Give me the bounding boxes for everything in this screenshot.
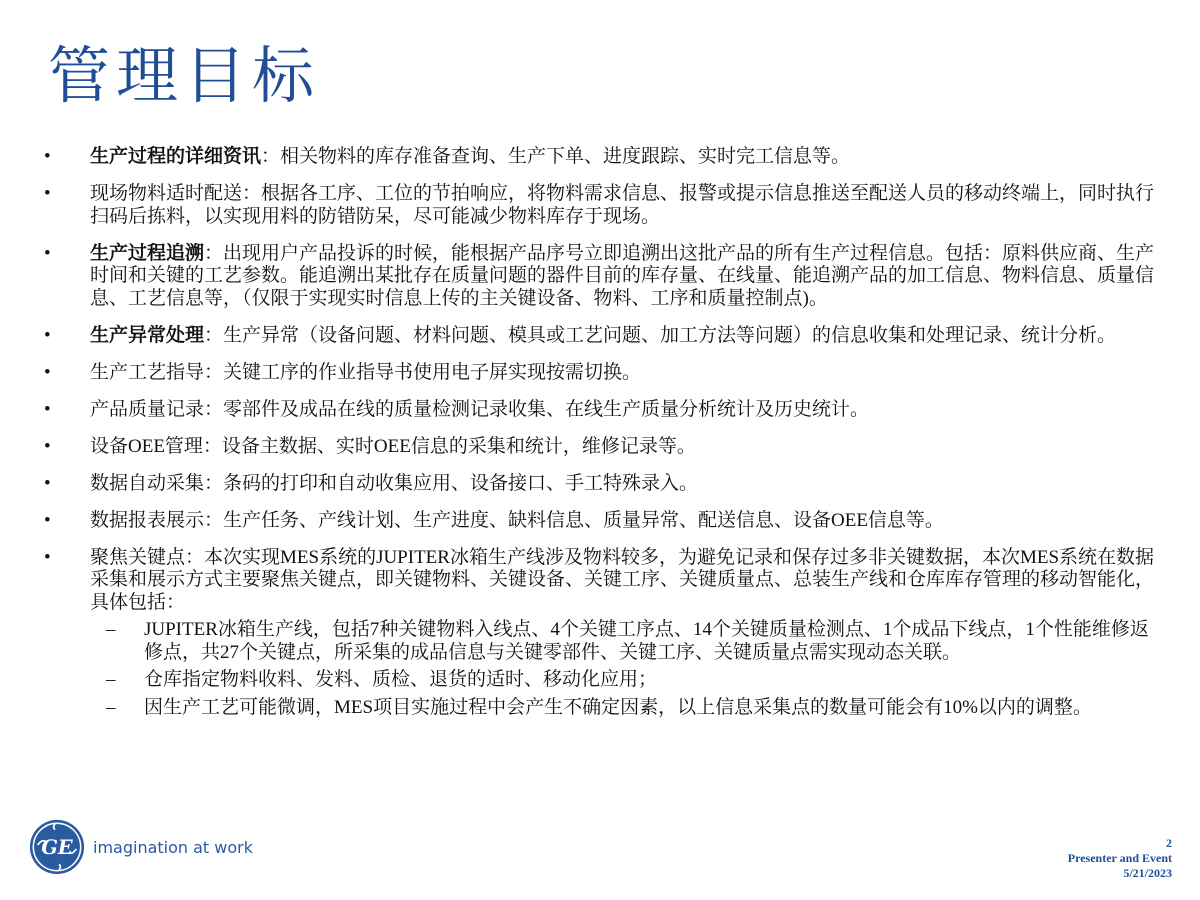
bullet-icon: • [44, 398, 51, 420]
bullet-text: 设备OEE管理：设备主数据、实时OEE信息的采集和统计，维修记录等。 [90, 435, 696, 457]
bullet-icon: • [44, 183, 51, 204]
presenter-event: Presenter and Event [1067, 851, 1172, 865]
bullet-icon: • [44, 242, 51, 264]
tagline: imagination at work [93, 838, 253, 857]
dash-icon: – [106, 619, 116, 640]
bullet-icon: • [44, 509, 51, 531]
bullet-text: 数据报表展示：生产任务、产线计划、生产进度、缺料信息、质量异常、配送信息、设备OEE信息等。 [90, 509, 944, 531]
dash-icon: – [106, 696, 116, 718]
sub-bullet-text: 仓库指定物料收料、发料、质检、退货的适时、移动化应用； [144, 669, 658, 690]
bullet-text: ：相关物料的库存准备查询、生产下单、进度跟踪、实时完工信息等。 [261, 146, 851, 167]
bullet-list [44, 146, 1156, 719]
bullet-text: 现场物料适时配送：根据各工序、工位的节拍响应，将物料需求信息、报警或提示信息推送至配送人员的移动终端上，同时执行扫码后拣料，以实现用料的防错防呆，尽可能减少物料库存于现场。 [90, 183, 1155, 227]
ge-monogram-logo-icon [28, 818, 86, 876]
bullet-icon: • [44, 435, 51, 457]
bullet-item [44, 325, 1156, 348]
bullet-lead: 生产过程的详细资讯 [90, 146, 262, 167]
bullet-text: 聚焦关键点：本次实现MES系统的JUPITER冰箱生产线涉及物料较多，为避免记录和保存过多非关键数据，本次MES系统在数据采集和展示方式主要聚焦关键点，即关键物料、关键设备、关键工序、关键质量点、总装生产线和仓库库存管理的移动智能化，具体包括： [90, 546, 1155, 613]
sub-bullet-text: JUPITER冰箱生产线，包括7种关键物料入线点、4个关键工序点、14个关键质量检测点、1个成品下线点，1个性能维修返修点，共27个关键点，所采集的成品信息与关键零部件、关键工序、关键质量点需实现动态关联。 [144, 619, 1149, 663]
bullet-item [44, 510, 1156, 533]
bullet-text: 产品质量记录：零部件及成品在线的质量检测记录收集、在线生产质量分析统计及历史统计。 [90, 398, 870, 420]
bullet-lead: 生产过程追溯 [90, 242, 205, 264]
bullet-item [44, 146, 1156, 169]
bullet-item [44, 436, 1156, 459]
bullet-icon: • [44, 546, 51, 568]
bullet-text: 生产工艺指导：关键工序的作业指导书使用电子屏实现按需切换。 [90, 361, 642, 383]
sub-bullet-item [90, 697, 1156, 720]
bullet-icon: • [44, 472, 51, 494]
bullet-item [44, 183, 1156, 228]
dash-icon: – [106, 669, 116, 690]
sub-bullet-text: 因生产工艺可能微调，MES项目实施过程中会产生不确定因素，以上信息采集点的数量可能会有10%以内的调整。 [144, 696, 1092, 718]
bullet-icon: • [44, 361, 51, 383]
bullet-icon: • [44, 146, 51, 167]
slide-body [44, 146, 1156, 734]
bullet-item [44, 399, 1156, 422]
bullet-icon: • [44, 324, 51, 346]
bullet-item [44, 243, 1156, 311]
slide-date: 5/21/2023 [1123, 866, 1172, 880]
bullet-text: 数据自动采集：条码的打印和自动收集应用、设备接口、手工特殊录入。 [90, 472, 699, 494]
bullet-item [44, 362, 1156, 385]
bullet-text: ：生产异常（设备问题、材料问题、模具或工艺问题、加工方法等问题）的信息收集和处理记录、统计分析。 [204, 324, 1117, 346]
bullet-lead: 生产异常处理 [90, 324, 205, 346]
bullet-item [44, 547, 1156, 720]
page-number: 2 [1166, 836, 1172, 850]
sub-bullet-item [90, 619, 1156, 664]
bullet-item [44, 473, 1156, 496]
slide-title: 管理目标 [48, 39, 321, 112]
sub-bullet-list [90, 619, 1156, 719]
bullet-text: ：出现用户产品投诉的时候，能根据产品序号立即追溯出这批产品的所有生产过程信息。包括：原料供应商、生产时间和关键的工艺参数。能追溯出某批存在质量问题的器件目前的库存量、在线量、能追溯产品的加工信息、物料信息、质量信息、工艺信息等，（仅限于实现实时信息上传的主关键设备、物料、工序和质量控制点)。 [90, 242, 1155, 309]
sub-bullet-item [90, 669, 1156, 692]
svg-text:GE: GE [41, 835, 73, 859]
slide-footer [1068, 836, 1172, 881]
